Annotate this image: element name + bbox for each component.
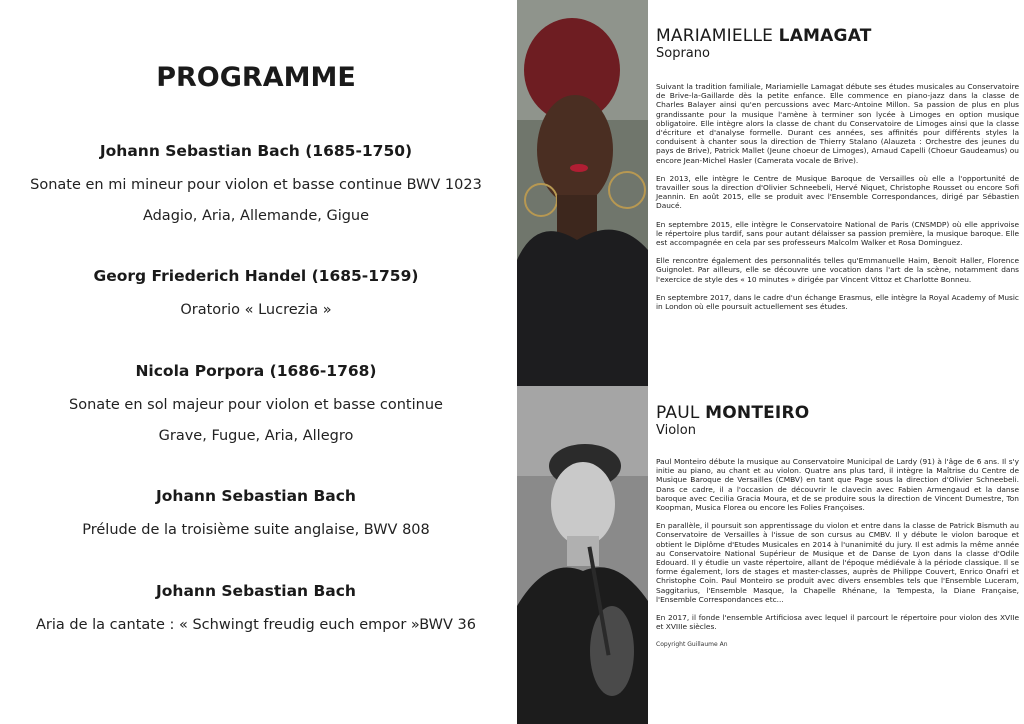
artist-role: Violon xyxy=(656,423,696,438)
work-movements: Adagio, Aria, Allemande, Gigue xyxy=(142,208,370,224)
work-composer: Johann Sebastian Bach (1685-1750) xyxy=(99,142,413,160)
programme-work xyxy=(0,267,512,318)
bio-paragraph: Paul Monteiro débute la musique au Conservatoire Municipal de Lardy (91) à l'âge de 6 ans. Il s'y initie au piano, au chant et au violon. Quatre ans plus tard, il intègre la Maîtrise du Centre de Musique Baroque de Versailles (CMBV) en tant que Page sous la direction d'Olivier Schneebeli. Dans ce cadre, il a l'occasion de découvrir le clavecin avec Fabien Armengaud et la danse baroque avec Cecilia Gracia Moura, et de se produire sous la direction de Vincent Dumestre, Ton Koopman, Musica Florea ou encore les Folies Françoises. xyxy=(656,457,1019,513)
work-piece: Aria de la cantate : « Schwingt freudig euch empor »BWV 36 xyxy=(36,617,476,633)
work-composer: Johann Sebastian Bach xyxy=(156,582,356,600)
programme-work xyxy=(0,362,512,444)
artist-last-name: MONTEIRO xyxy=(705,403,810,423)
work-movements: Grave, Fugue, Aria, Allegro xyxy=(158,428,354,444)
work-piece: Oratorio « Lucrezia » xyxy=(180,302,332,318)
violinist-portrait-photo xyxy=(517,386,648,724)
bio-paragraph: En septembre 2017, dans le cadre d'un échange Erasmus, elle intègre la Royal Academy of Music in London où elle poursuit actuellement ses études. xyxy=(656,292,1019,312)
bio-paragraph: En 2013, elle intègre le Centre de Musique Baroque de Versailles où elle a l'opportunité de travailler sous la direction d'Olivier Schneebeli, Hervé Niquet, Christophe Rousset ou encore Sofi Jeannin. En août 2015, elle se produit avec l'Ensemble Correspondances, dirigé par Sébastien Daucé. xyxy=(656,173,1019,211)
bio-paragraph: En 2017, il fonde l'ensemble Artificiosa avec lequel il parcourt le répertoire pour violon des XVIIe et XVIIIe siècles. xyxy=(656,613,1019,632)
artist-bio-violinist xyxy=(656,403,1019,648)
artist-first-name: MARIAMIELLE xyxy=(656,26,779,46)
artist-bio-soprano xyxy=(656,26,1019,311)
violinist-portrait-illustration xyxy=(517,386,648,724)
programme-work xyxy=(0,142,512,224)
work-piece: Prélude de la troisième suite anglaise, BWV 808 xyxy=(82,522,430,538)
artist-first-name: PAUL xyxy=(656,403,706,423)
programme-work xyxy=(0,487,512,538)
work-composer: Nicola Porpora (1686-1768) xyxy=(135,362,377,380)
singer-portrait-photo xyxy=(517,0,648,386)
work-composer: Johann Sebastian Bach xyxy=(156,487,356,505)
bio-paragraph: Suivant la tradition familiale, Mariamielle Lamagat débute ses études musicales au Conservatoire de Brive-la-Gaillarde dès la petite enfance. Elle commence en piano-jazz dans la classe de Charles Balayer ainsi qu'en percussions avec Marc-Antoine Millon. Sa passion de plus en plus grandissante pour la musique l'amène à terminer son lycée à Limoges en option musique obligatoire. Elle intègre alors la classe de chant du Conservatoire de Limoges ainsi que la classe d'écriture et d'analyse formelle. Durant ces années, ses affinités pour différents styles la conduisent à chanter sous la direction de Thierry Stalano (Alauzeta : Orchestre des jeunes du pays de Brive), Patrick Mallet (Jeune choeur de Limoges), Arnaud Capelli (Choeur Gaudeamus) ou encore Jean-Michel Hasler (Camerata vocale de Brive). xyxy=(656,82,1019,165)
artist-name xyxy=(656,26,1019,46)
artist-last-name: LAMAGAT xyxy=(778,26,872,46)
programme-title: PROGRAMME xyxy=(156,62,356,93)
bio-paragraph: Elle rencontre également des personnalités telles qu'Emmanuelle Haim, Benoit Haller, Florence Guignolet. Par ailleurs, elle se découvre une vocation dans l'art de la scène, notamment dans l'exercice de style des « 10 minutes » dirigée par Vincent Vittoz et Charlotte Bonneu. xyxy=(656,256,1019,284)
artist-role: Soprano xyxy=(656,46,710,61)
singer-portrait-illustration xyxy=(517,0,648,386)
bio-paragraph: En septembre 2015, elle intègre le Conservatoire National de Paris (CNSMDP) où elle apprivoise le répertoire plus tardif, sans pour autant délaisser sa passion première, la musique baroque. Elle est accompagnée en cela par ses professeurs Malcolm Walker et Rosa Dominguez. xyxy=(656,219,1019,248)
programme-work xyxy=(0,582,512,633)
work-piece: Sonate en mi mineur pour violon et basse continue BWV 1023 xyxy=(30,177,482,193)
bio-paragraph: En parallèle, il poursuit son apprentissage du violon et entre dans la classe de Patrick Bismuth au Conservatoire de Versailles à l'issue de son cursus au CMBV. Il y débute le violon baroque et obtient le Diplôme d'Etudes Musicales en 2014 à l'unanimité du jury. Il est admis la même année au Conservatoire National Supérieur de Musique et de Danse de Lyon dans la classe d'Odile Edouard. Il y étudie un vaste répertoire, allant de l'époque médiévale à la période classique. Il se forme également, lors de stages et master-classes, auprès de Philippe Couvert, Enrico Onafri et Christophe Coin. Paul Monteiro se produit avec divers ensembles tels que l'Ensemble Luceram, Saggitarius, l'Ensemble Masque, la Chapelle Rhénane, la Tempesta, la Diane Française, l'Ensemble Correspondances etc... xyxy=(656,521,1019,604)
work-composer: Georg Friederich Handel (1685-1759) xyxy=(93,267,419,285)
work-piece: Sonate en sol majeur pour violon et basse continue xyxy=(69,397,443,413)
artist-name xyxy=(656,403,1019,423)
photo-copyright: Copyright Guillaume An xyxy=(656,641,728,649)
